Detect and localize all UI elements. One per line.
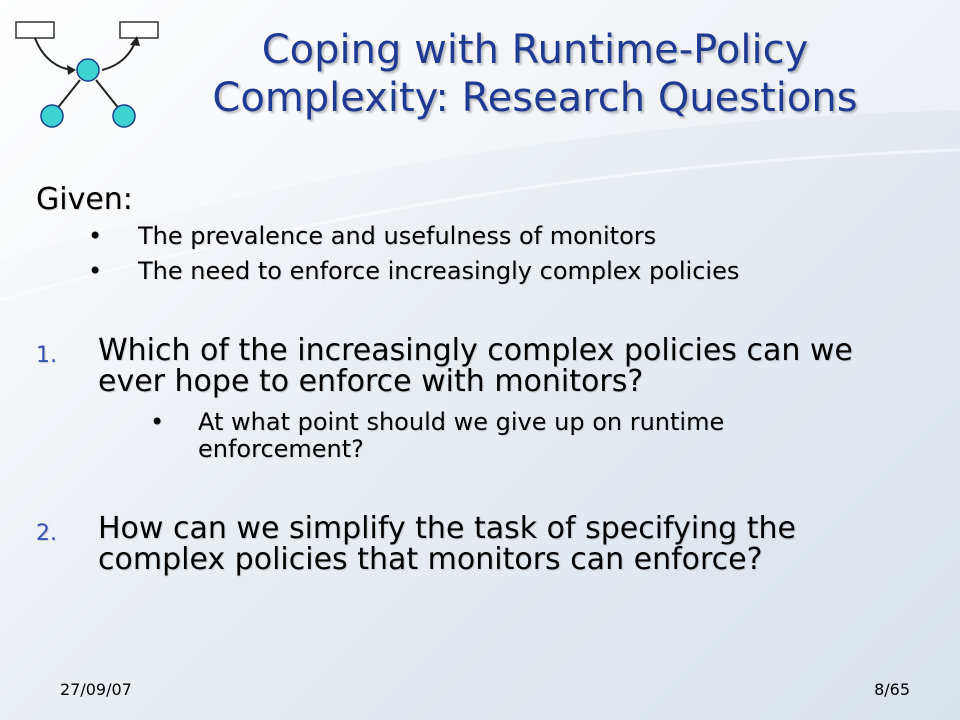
logo-arrow-in [35,38,74,70]
logo-arrowhead-in [67,65,76,75]
monitor-diagram-logo [8,14,168,134]
question-2-number: 2. [36,521,57,546]
given-label: Given: [36,182,133,217]
bullet-dot-icon: • [88,257,103,285]
given-bullet-text-1: The prevalence and usefulness of monitors [138,222,657,250]
footer-date: 27/09/07 [60,680,132,699]
given-bullet-text-2: The need to enforce increasingly complex policies [138,257,740,285]
footer-page-number: 8/65 [874,680,910,699]
given-bullet-list [36,222,936,285]
logo-node-left [41,105,63,127]
question-1-sub-list [98,409,936,463]
logo-edge-right [96,80,120,110]
logo-box-left [16,22,54,38]
bullet-dot-icon: • [88,222,103,250]
question-1 [36,335,936,463]
slide-title-line-2: Complexity: Research Questions [212,75,858,121]
slide-body [36,182,936,575]
question-1-number: 1. [36,343,57,368]
question-1-line-1: Which of the increasingly complex policies can we [98,333,853,368]
question-2 [36,513,936,575]
given-bullet-2 [36,257,936,285]
question-2-line-2: complex policies that monitors can enforce? [98,542,763,577]
question-1-sub-line-2: enforcement? [198,435,364,463]
bullet-dot-icon: • [150,408,165,436]
slide-title-line-1: Coping with Runtime-Policy [261,27,809,73]
question-1-sub-line-1: At what point should we give up on runtime [198,408,725,436]
logo-box-right [120,22,158,38]
question-1-sub-bullet [98,409,936,463]
given-bullet-1 [36,222,936,250]
question-2-line-1: How can we simplify the task of specifying the [98,511,796,546]
slide-title [175,26,895,122]
logo-node-right [113,105,135,127]
logo-edge-left [56,80,80,110]
question-1-line-2: ever hope to enforce with monitors? [98,364,644,399]
logo-node-center [77,59,99,81]
